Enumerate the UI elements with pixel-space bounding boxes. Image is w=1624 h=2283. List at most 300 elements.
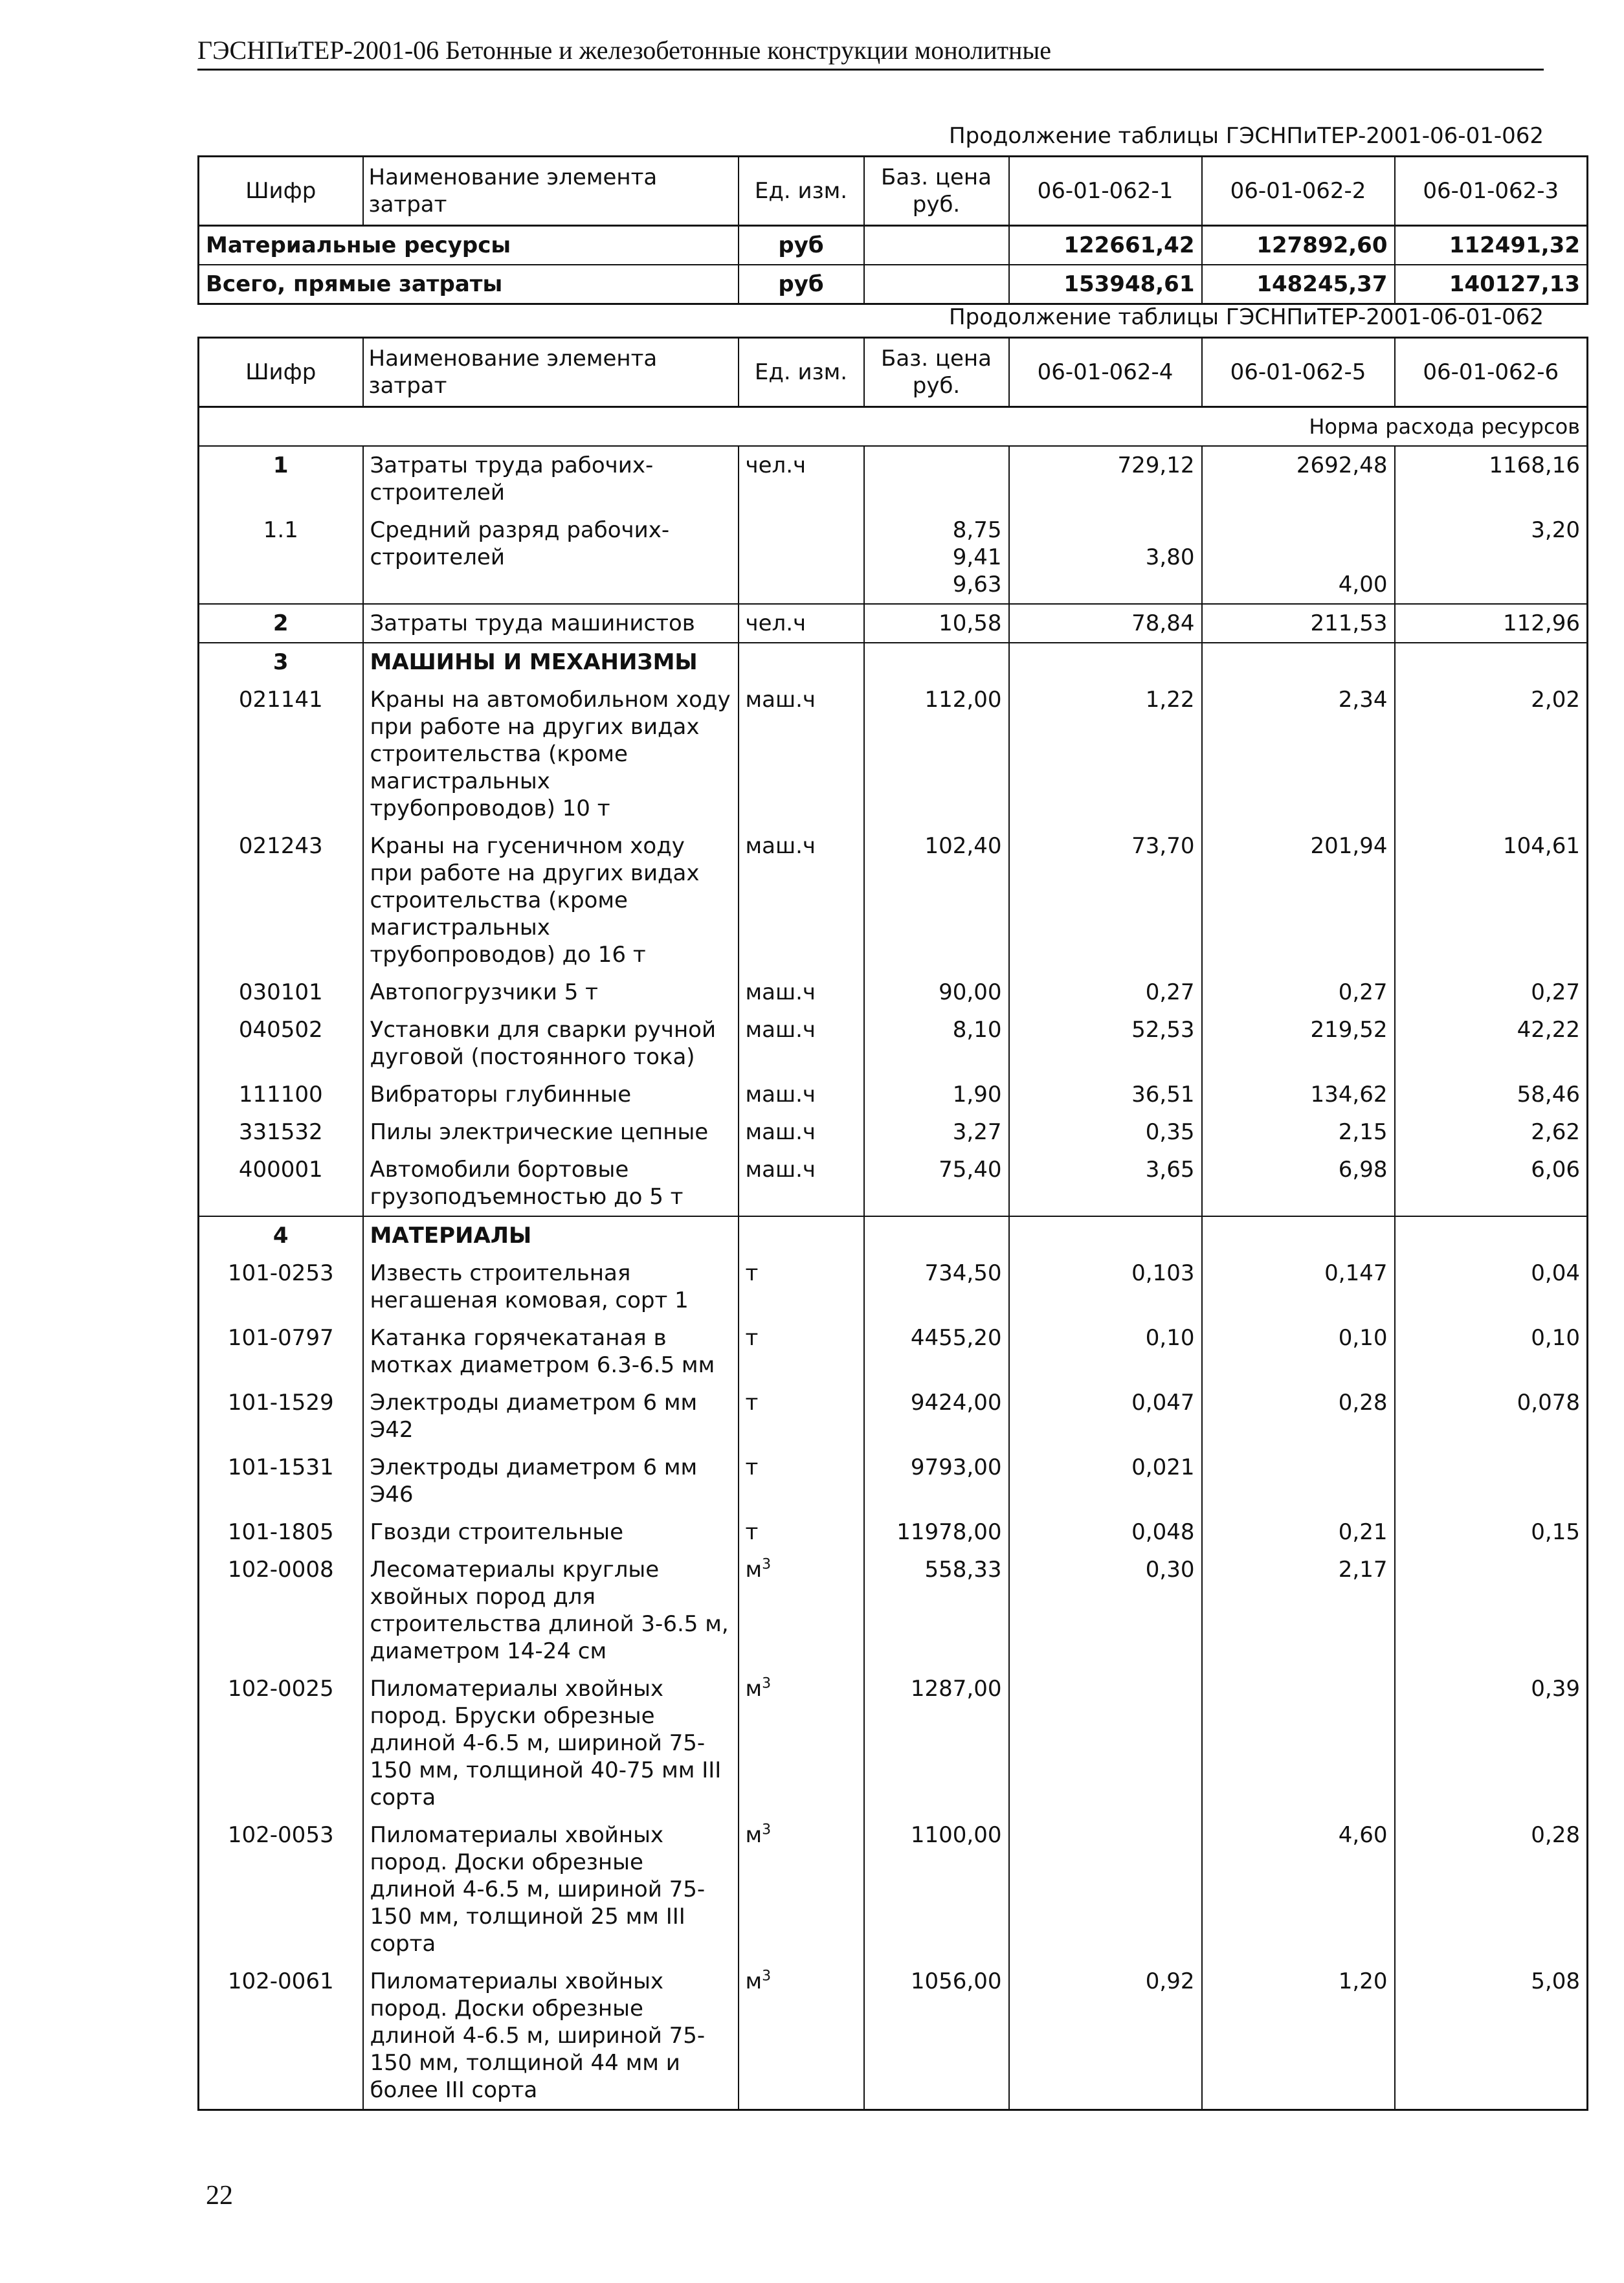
row-unit-text: т — [745, 1260, 759, 1286]
row-value — [1395, 827, 1588, 974]
row-code — [199, 1816, 363, 1963]
row-value-text: 58,46 — [1517, 1082, 1580, 1108]
row-value — [1009, 1670, 1202, 1816]
row-value — [1009, 643, 1202, 681]
row-value-text: 0,047 — [1131, 1390, 1195, 1416]
row-unit: руб — [739, 226, 864, 265]
row-value — [1202, 1254, 1395, 1319]
row-value — [1009, 1551, 1202, 1670]
row-value — [1395, 1384, 1588, 1449]
row-price — [864, 1216, 1009, 1254]
row-unit-text: т — [745, 1454, 759, 1480]
row-name-text: Пиломатериалы хвойных пород. Доски обрезные длиной 4-6.5 м, шириной 75-150 мм, толщиной 44 мм и более III сорта — [370, 1968, 706, 2103]
norma-row — [199, 407, 1588, 447]
row-value — [1009, 1513, 1202, 1551]
row-value-text: 1168,16 — [1489, 452, 1580, 478]
row-value — [1202, 1384, 1395, 1449]
row-unit — [739, 1384, 864, 1449]
row-name-text: Пиломатериалы хвойных пород. Доски обрезные длиной 4-6.5 м, шириной 75-150 мм, толщиной 25 мм III сорта — [370, 1822, 706, 1957]
row-name — [363, 1963, 739, 2110]
row-value-text: 1,20 — [1338, 1968, 1388, 1994]
row-name — [363, 604, 739, 643]
row-value-text: 219,52 — [1310, 1017, 1388, 1043]
row-price-text: 1287,00 — [910, 1676, 1002, 1702]
table1-caption: Продолжение таблицы ГЭСНПиТЕР-2001-06-01-062 — [948, 123, 1544, 149]
header-divider — [197, 69, 1544, 71]
row-code — [199, 1449, 363, 1513]
row-code-text: 101-1529 — [227, 1390, 334, 1416]
row-value — [1395, 1319, 1588, 1384]
row-price — [864, 1551, 1009, 1670]
row-value — [1395, 446, 1588, 511]
row-code-text: 102-0008 — [227, 1557, 334, 1583]
row-unit-text: маш.ч — [745, 1119, 816, 1145]
row-name — [363, 1816, 739, 1963]
row-value — [1009, 1011, 1202, 1076]
row-price — [864, 511, 1009, 604]
table-row — [199, 1319, 1588, 1384]
row-unit — [739, 1551, 864, 1670]
row-name-text: Краны на автомобильном ходу при работе на других видах строительства (кроме магистральных трубопроводов) 10 т — [370, 687, 731, 821]
row-unit — [739, 1670, 864, 1816]
table-row — [199, 1963, 1588, 2110]
row-value-text: 211,53 — [1310, 610, 1388, 636]
row-code — [199, 1551, 363, 1670]
row-code — [199, 1670, 363, 1816]
table-row — [199, 1449, 1588, 1513]
row-unit — [739, 1449, 864, 1513]
row-unit — [739, 1513, 864, 1551]
row-value-text: 0,28 — [1338, 1390, 1388, 1416]
header-cell: 06-01-062-6 — [1395, 338, 1588, 407]
row-name-text: Электроды диаметром 6 мм Э42 — [370, 1390, 698, 1443]
row-name: Всего, прямые затраты — [199, 265, 739, 304]
row-code-text: 102-0025 — [227, 1676, 334, 1702]
row-price — [864, 1011, 1009, 1076]
row-price — [864, 681, 1009, 827]
row-value — [1202, 643, 1395, 681]
row-unit-text: м — [745, 1557, 762, 1583]
header-cell: Наименование элемента затрат — [363, 338, 739, 407]
row-name-text: Лесоматериалы круглые хвойных пород для строительства длиной 3-6.5 м, диаметром 14-24 см — [370, 1557, 729, 1664]
row-code-text: 111100 — [238, 1082, 323, 1108]
table-row — [199, 446, 1588, 511]
row-unit-text: маш.ч — [745, 979, 816, 1005]
row-unit-text: т — [745, 1325, 759, 1351]
table-row — [199, 604, 1588, 643]
row-value — [1009, 1384, 1202, 1449]
row-value — [1202, 1113, 1395, 1151]
table-row — [199, 1113, 1588, 1151]
row-value-text: 3,65 — [1145, 1157, 1195, 1183]
row-value-text: 112,96 — [1503, 610, 1580, 636]
row-price — [864, 827, 1009, 974]
row-value — [1202, 1319, 1395, 1384]
row-value-text: 0,078 — [1517, 1390, 1580, 1416]
row-name — [363, 1011, 739, 1076]
row-name-text: Затраты труда машинистов — [370, 610, 695, 636]
row-price-text: 102,40 — [924, 833, 1002, 859]
row-code — [199, 604, 363, 643]
row-code-text: 101-1531 — [227, 1454, 334, 1480]
row-value — [1009, 974, 1202, 1011]
row-value — [1395, 681, 1588, 827]
row-unit — [739, 974, 864, 1011]
row-code-text: 101-1805 — [227, 1519, 334, 1545]
header-cell: Баз. цена руб. — [864, 338, 1009, 407]
table-row — [199, 1216, 1588, 1254]
row-price-text: 75,40 — [939, 1157, 1002, 1183]
row-code — [199, 827, 363, 974]
row-value-text: 78,84 — [1131, 610, 1195, 636]
row-price-text: 11978,00 — [896, 1519, 1002, 1545]
row-value-text: 0,21 — [1338, 1519, 1388, 1545]
row-value-text: 0,27 — [1145, 979, 1195, 1005]
row-code — [199, 1216, 363, 1254]
row-value-text: 0,27 — [1531, 979, 1580, 1005]
row-value — [1202, 446, 1395, 511]
row-value-text: 0,021 — [1131, 1454, 1195, 1480]
header-cell: Шифр — [199, 157, 363, 226]
row-value — [1202, 1963, 1395, 2110]
row-name-text: МАТЕРИАЛЫ — [370, 1223, 532, 1249]
row-price — [864, 1113, 1009, 1151]
row-code — [199, 1319, 363, 1384]
summary-table — [197, 155, 1588, 305]
row-code — [199, 1963, 363, 2110]
row-value-text: 729,12 — [1117, 452, 1195, 478]
row-unit — [739, 681, 864, 827]
row-code — [199, 1011, 363, 1076]
row-name — [363, 681, 739, 827]
table2-caption: Продолжение таблицы ГЭСНПиТЕР-2001-06-01-062 — [948, 304, 1544, 330]
row-unit — [739, 1216, 864, 1254]
row-value-text: 4,00 — [1338, 572, 1388, 597]
row-code — [199, 643, 363, 681]
row-unit-text: м — [745, 1968, 762, 1994]
row-value — [1395, 1011, 1588, 1076]
table-row — [199, 265, 1588, 304]
resource-table — [197, 337, 1588, 2111]
table2-header-row — [199, 338, 1588, 407]
row-name — [363, 1551, 739, 1670]
row-code — [199, 446, 363, 511]
row-value-text: 42,22 — [1517, 1017, 1580, 1043]
row-code — [199, 511, 363, 604]
row-name — [363, 1076, 739, 1113]
row-name-text: Электроды диаметром 6 мм Э46 — [370, 1454, 698, 1508]
row-unit-text: м — [745, 1822, 762, 1848]
row-name-text: Пилы электрические цепные — [370, 1119, 709, 1145]
row-unit — [739, 1963, 864, 2110]
row-value — [1009, 1151, 1202, 1216]
row-value: 112491,32 — [1395, 226, 1588, 265]
row-value — [1395, 604, 1588, 643]
row-price-text: 1100,00 — [910, 1822, 1002, 1848]
row-unit-text: чел.ч — [745, 452, 806, 478]
row-name — [363, 1254, 739, 1319]
row-code-text: 2 — [273, 610, 289, 636]
row-price-text: 4455,20 — [910, 1325, 1002, 1351]
row-value — [1009, 604, 1202, 643]
row-code — [199, 1113, 363, 1151]
table-row — [199, 643, 1588, 681]
row-name — [363, 1113, 739, 1151]
row-value — [1202, 1551, 1395, 1670]
row-name-text: Вибраторы глубинные — [370, 1082, 632, 1108]
row-value — [1395, 511, 1588, 604]
row-value-text: 0,10 — [1531, 1325, 1580, 1351]
row-value-text: 0,39 — [1531, 1676, 1580, 1702]
row-unit-text: маш.ч — [745, 1157, 816, 1183]
row-code-text: 102-0053 — [227, 1822, 334, 1848]
row-value — [1202, 604, 1395, 643]
row-value — [1395, 1963, 1588, 2110]
row-value — [1009, 511, 1202, 604]
row-value — [1395, 1816, 1588, 1963]
row-value-text: 4,60 — [1338, 1822, 1388, 1848]
row-name-text: Гвозди строительные — [370, 1519, 624, 1545]
row-name-text: Установки для сварки ручной дуговой (постоянного тока) — [370, 1017, 717, 1070]
row-unit-text: м — [745, 1676, 762, 1702]
row-code-text: 331532 — [238, 1119, 323, 1145]
row-unit — [739, 1076, 864, 1113]
row-name — [363, 974, 739, 1011]
row-price-text: 8,10 — [952, 1017, 1002, 1043]
row-code-text: 1 — [273, 452, 289, 478]
row-name — [363, 1384, 739, 1449]
row-unit-text: т — [745, 1390, 759, 1416]
table-row — [199, 1551, 1588, 1670]
row-value-text: 201,94 — [1310, 833, 1388, 859]
row-value-text: 73,70 — [1131, 833, 1195, 859]
row-value — [1202, 1670, 1395, 1816]
row-code — [199, 1076, 363, 1113]
row-name: Материальные ресурсы — [199, 226, 739, 265]
row-unit — [739, 827, 864, 974]
header-cell: Наименование элемента затрат — [363, 157, 739, 226]
row-value-text: 0,28 — [1531, 1822, 1580, 1848]
row-unit — [739, 511, 864, 604]
row-value-text: 0,92 — [1145, 1968, 1195, 1994]
superscript: 3 — [762, 1821, 772, 1838]
row-name — [363, 446, 739, 511]
row-value-text: 52,53 — [1131, 1017, 1195, 1043]
row-code-text: 101-0797 — [227, 1325, 334, 1351]
row-price-text: 558,33 — [924, 1557, 1002, 1583]
table-row — [199, 1384, 1588, 1449]
row-value-text: 0,10 — [1338, 1325, 1388, 1351]
row-code — [199, 681, 363, 827]
row-price — [864, 1816, 1009, 1963]
row-unit — [739, 446, 864, 511]
row-value — [1009, 1216, 1202, 1254]
row-price-text: 8,75 9,41 9,63 — [952, 517, 1002, 597]
row-price — [864, 1384, 1009, 1449]
row-value-text: 5,08 — [1531, 1968, 1580, 1994]
row-unit: руб — [739, 265, 864, 304]
row-unit-text: маш.ч — [745, 1017, 816, 1043]
row-value-text: 0,147 — [1324, 1260, 1388, 1286]
row-price-text: 9793,00 — [910, 1454, 1002, 1480]
table-row — [199, 681, 1588, 827]
row-value: 140127,13 — [1395, 265, 1588, 304]
row-code-text: 101-0253 — [227, 1260, 334, 1286]
row-code-text: 400001 — [238, 1157, 323, 1183]
header-cell: 06-01-062-5 — [1202, 338, 1395, 407]
table1-header-row — [199, 157, 1588, 226]
row-value — [1202, 974, 1395, 1011]
row-value — [1395, 1670, 1588, 1816]
table-row — [199, 511, 1588, 604]
row-code-text: 1.1 — [263, 517, 298, 543]
row-code — [199, 1513, 363, 1551]
row-value-text: 0,04 — [1531, 1260, 1580, 1286]
row-value — [1395, 1076, 1588, 1113]
row-price — [864, 604, 1009, 643]
row-value — [1009, 446, 1202, 511]
row-price — [864, 1151, 1009, 1216]
table-row — [199, 1254, 1588, 1319]
row-value — [1395, 1449, 1588, 1513]
header-cell: Баз. цена руб. — [864, 157, 1009, 226]
row-value-text: 0,15 — [1531, 1519, 1580, 1545]
row-price — [864, 1254, 1009, 1319]
row-name-text: Затраты труда рабочих-строителей — [370, 452, 654, 506]
row-price — [864, 1319, 1009, 1384]
row-price-text: 734,50 — [924, 1260, 1002, 1286]
row-value-text: 2,34 — [1338, 687, 1388, 713]
row-unit — [739, 643, 864, 681]
row-code-text: 021141 — [238, 687, 323, 713]
row-value-text: 36,51 — [1131, 1082, 1195, 1108]
row-value — [1202, 1076, 1395, 1113]
page-header-title: ГЭСНПиТЕР-2001-06 Бетонные и железобетонные конструкции монолитные — [197, 36, 1052, 65]
row-code-text: 3 — [273, 649, 289, 675]
row-value: 122661,42 — [1009, 226, 1202, 265]
row-unit — [739, 1319, 864, 1384]
row-name — [363, 1319, 739, 1384]
row-value — [1202, 1513, 1395, 1551]
row-code — [199, 1254, 363, 1319]
row-value — [1395, 1113, 1588, 1151]
row-value — [1202, 1151, 1395, 1216]
resource-table-body — [199, 446, 1588, 2110]
row-name — [363, 827, 739, 974]
row-price-text: 1,90 — [952, 1082, 1002, 1108]
row-unit-text: т — [745, 1519, 759, 1545]
row-value — [1202, 1011, 1395, 1076]
row-price — [864, 1670, 1009, 1816]
row-value-text: 0,30 — [1145, 1557, 1195, 1583]
row-price — [864, 643, 1009, 681]
row-name — [363, 1449, 739, 1513]
row-code-text: 030101 — [238, 979, 323, 1005]
row-unit-text: маш.ч — [745, 1082, 816, 1108]
row-value-text: 6,98 — [1338, 1157, 1388, 1183]
row-value — [1395, 1551, 1588, 1670]
row-value-text: 0,048 — [1131, 1519, 1195, 1545]
row-price — [864, 1513, 1009, 1551]
row-value-text: 3,20 — [1531, 517, 1580, 543]
row-value-text: 3,80 — [1145, 544, 1195, 570]
row-name — [363, 643, 739, 681]
row-value-text: 0,10 — [1145, 1325, 1195, 1351]
row-unit-text: маш.ч — [745, 687, 816, 713]
row-code-text: 040502 — [238, 1017, 323, 1043]
row-name — [363, 1216, 739, 1254]
superscript: 3 — [762, 1556, 772, 1573]
row-value-text: 2,02 — [1531, 687, 1580, 713]
row-price-text: 3,27 — [952, 1119, 1002, 1145]
row-price — [864, 1449, 1009, 1513]
row-value — [1009, 1963, 1202, 2110]
row-code-text: 4 — [273, 1223, 289, 1249]
row-price-text: 90,00 — [939, 979, 1002, 1005]
table-row — [199, 226, 1588, 265]
row-value-text: 2,17 — [1338, 1557, 1388, 1583]
row-value-text: 134,62 — [1310, 1082, 1388, 1108]
row-name — [363, 1151, 739, 1216]
row-value-text: 2692,48 — [1296, 452, 1388, 478]
table-row — [199, 1670, 1588, 1816]
row-code-text: 021243 — [238, 833, 323, 859]
header-cell: Ед. изм. — [739, 157, 864, 226]
row-name-text: Катанка горячекатаная в мотках диаметром 6.3-6.5 мм — [370, 1325, 715, 1378]
row-value — [1395, 1216, 1588, 1254]
row-value — [1009, 1254, 1202, 1319]
table-row — [199, 1513, 1588, 1551]
superscript: 3 — [762, 1675, 772, 1692]
row-name-text: Краны на гусеничном ходу при работе на других видах строительства (кроме магистральных трубопроводов) до 16 т — [370, 833, 700, 968]
row-name-text: Пиломатериалы хвойных пород. Бруски обрезные длиной 4-6.5 м, шириной 75-150 мм, толщиной 40-75 мм III сорта — [370, 1676, 722, 1810]
row-value — [1202, 1449, 1395, 1513]
row-code-text: 102-0061 — [227, 1968, 334, 1994]
table-row — [199, 1151, 1588, 1216]
row-unit — [739, 604, 864, 643]
row-value — [1009, 1449, 1202, 1513]
header-cell: Шифр — [199, 338, 363, 407]
row-value — [1009, 1816, 1202, 1963]
row-name-text: МАШИНЫ И МЕХАНИЗМЫ — [370, 649, 698, 675]
row-unit — [739, 1113, 864, 1151]
row-name — [363, 1670, 739, 1816]
row-name-text: Средний разряд рабочих-строителей — [370, 517, 670, 570]
row-value — [1202, 827, 1395, 974]
row-value — [1202, 1216, 1395, 1254]
row-price-text: 1056,00 — [910, 1968, 1002, 1994]
row-code — [199, 1151, 363, 1216]
row-value — [1009, 681, 1202, 827]
row-unit — [739, 1816, 864, 1963]
row-value: 153948,61 — [1009, 265, 1202, 304]
row-unit-text: чел.ч — [745, 610, 806, 636]
row-value — [1009, 1319, 1202, 1384]
row-price — [864, 265, 1009, 304]
table-row — [199, 827, 1588, 974]
row-value — [1009, 1076, 1202, 1113]
row-value — [1395, 1513, 1588, 1551]
row-value — [1395, 1151, 1588, 1216]
row-value — [1395, 974, 1588, 1011]
superscript: 3 — [762, 1968, 772, 1985]
row-code — [199, 974, 363, 1011]
row-value — [1009, 1113, 1202, 1151]
row-value: 148245,37 — [1202, 265, 1395, 304]
row-value-text: 6,06 — [1531, 1157, 1580, 1183]
row-name-text: Известь строительная негашеная комовая, сорт 1 — [370, 1260, 689, 1313]
row-value-text: 1,22 — [1145, 687, 1195, 713]
